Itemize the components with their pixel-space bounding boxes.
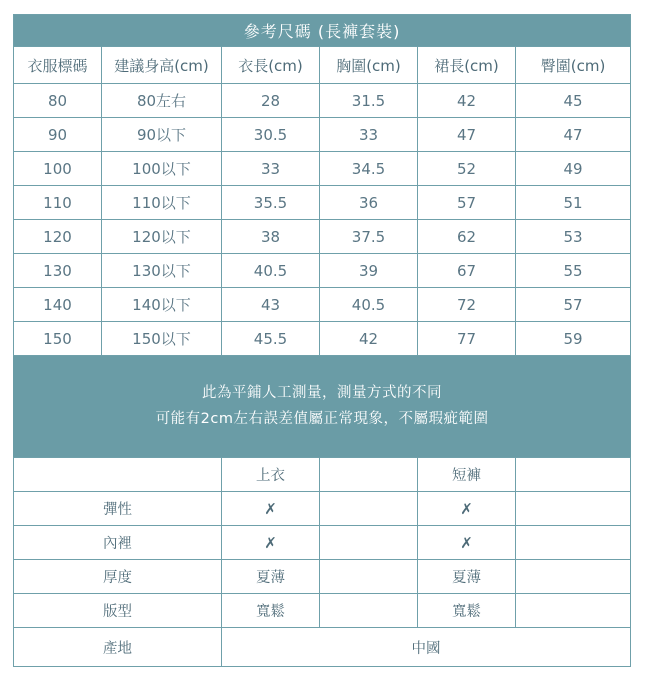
column-header: 衣長(cm) <box>222 47 320 84</box>
table-cell: 120以下 <box>102 220 222 254</box>
table-cell: 33 <box>320 118 418 152</box>
empty-cell <box>516 526 631 560</box>
table-cell: 120 <box>14 220 102 254</box>
table-cell: 47 <box>516 118 631 152</box>
table-cell: 51 <box>516 186 631 220</box>
attribute-row <box>14 560 631 594</box>
table-row <box>14 152 631 186</box>
table-cell: 72 <box>418 288 516 322</box>
table-row <box>14 288 631 322</box>
origin-value: 中國 <box>222 628 631 667</box>
table-cell: 77 <box>418 322 516 356</box>
table-cell: 110以下 <box>102 186 222 220</box>
table-cell: 31.5 <box>320 84 418 118</box>
table-cell: 36 <box>320 186 418 220</box>
table-cell: 100 <box>14 152 102 186</box>
column-header: 衣服標碼 <box>14 47 102 84</box>
empty-cell <box>320 492 418 526</box>
attribute-label: 彈性 <box>14 492 222 526</box>
table-row <box>14 220 631 254</box>
table-row <box>14 322 631 356</box>
attributes-table <box>13 457 631 667</box>
attribute-value: 夏薄 <box>418 560 516 594</box>
table-cell: 49 <box>516 152 631 186</box>
cross-icon: ✗ <box>222 526 320 560</box>
column-header: 裙長(cm) <box>418 47 516 84</box>
table-cell: 52 <box>418 152 516 186</box>
attribute-value: 寬鬆 <box>418 594 516 628</box>
empty-cell <box>320 526 418 560</box>
table-row <box>14 118 631 152</box>
table-cell: 80左右 <box>102 84 222 118</box>
empty-cell <box>320 560 418 594</box>
table-cell: 55 <box>516 254 631 288</box>
attribute-row <box>14 526 631 560</box>
table-cell: 42 <box>320 322 418 356</box>
empty-cell <box>320 594 418 628</box>
size-table <box>13 14 631 457</box>
measurement-note <box>14 356 631 457</box>
attribute-label: 內裡 <box>14 526 222 560</box>
column-header: 建議身高(cm) <box>102 47 222 84</box>
table-cell: 130 <box>14 254 102 288</box>
table-cell: 59 <box>516 322 631 356</box>
attribute-row <box>14 492 631 526</box>
attributes-header <box>14 458 631 492</box>
table-cell: 130以下 <box>102 254 222 288</box>
table-cell: 35.5 <box>222 186 320 220</box>
table-cell: 80 <box>14 84 102 118</box>
column-header-top: 上衣 <box>222 458 320 492</box>
table-cell: 110 <box>14 186 102 220</box>
table-cell: 140以下 <box>102 288 222 322</box>
table-cell: 33 <box>222 152 320 186</box>
size-chart <box>13 14 630 667</box>
empty-cell <box>516 594 631 628</box>
table-row <box>14 186 631 220</box>
table-cell: 30.5 <box>222 118 320 152</box>
attribute-row <box>14 594 631 628</box>
table-cell: 62 <box>418 220 516 254</box>
empty-cell <box>320 458 418 492</box>
note-line-1: 此為平鋪人工測量，測量方式的不同 <box>202 385 443 401</box>
attribute-value: 寬鬆 <box>222 594 320 628</box>
table-cell: 34.5 <box>320 152 418 186</box>
table-cell: 57 <box>418 186 516 220</box>
table-cell: 53 <box>516 220 631 254</box>
table-row <box>14 84 631 118</box>
column-header: 胸圍(cm) <box>320 47 418 84</box>
column-header: 臀圍(cm) <box>516 47 631 84</box>
table-cell: 40.5 <box>320 288 418 322</box>
table-cell: 47 <box>418 118 516 152</box>
table-cell: 90以下 <box>102 118 222 152</box>
table-cell: 90 <box>14 118 102 152</box>
table-row <box>14 254 631 288</box>
column-header-shorts: 短褲 <box>418 458 516 492</box>
origin-row <box>14 628 631 667</box>
cross-icon: ✗ <box>418 526 516 560</box>
table-cell: 43 <box>222 288 320 322</box>
cross-icon: ✗ <box>418 492 516 526</box>
table-cell: 45.5 <box>222 322 320 356</box>
table-cell: 42 <box>418 84 516 118</box>
chart-title: 參考尺碼 (長褲套裝) <box>14 15 631 47</box>
attribute-value: 夏薄 <box>222 560 320 594</box>
attribute-label: 版型 <box>14 594 222 628</box>
table-cell: 140 <box>14 288 102 322</box>
empty-cell <box>516 458 631 492</box>
empty-cell <box>516 560 631 594</box>
size-table-header <box>14 47 631 84</box>
table-cell: 40.5 <box>222 254 320 288</box>
empty-cell <box>14 458 222 492</box>
empty-cell <box>516 492 631 526</box>
table-cell: 57 <box>516 288 631 322</box>
table-cell: 37.5 <box>320 220 418 254</box>
attribute-label: 厚度 <box>14 560 222 594</box>
table-cell: 150 <box>14 322 102 356</box>
table-cell: 38 <box>222 220 320 254</box>
table-cell: 39 <box>320 254 418 288</box>
table-cell: 67 <box>418 254 516 288</box>
table-cell: 150以下 <box>102 322 222 356</box>
table-cell: 100以下 <box>102 152 222 186</box>
note-line-2: 可能有2cm左右誤差值屬正常現象，不屬瑕疵範圍 <box>155 411 489 427</box>
table-cell: 28 <box>222 84 320 118</box>
origin-label: 產地 <box>14 628 222 667</box>
table-cell: 45 <box>516 84 631 118</box>
cross-icon: ✗ <box>222 492 320 526</box>
